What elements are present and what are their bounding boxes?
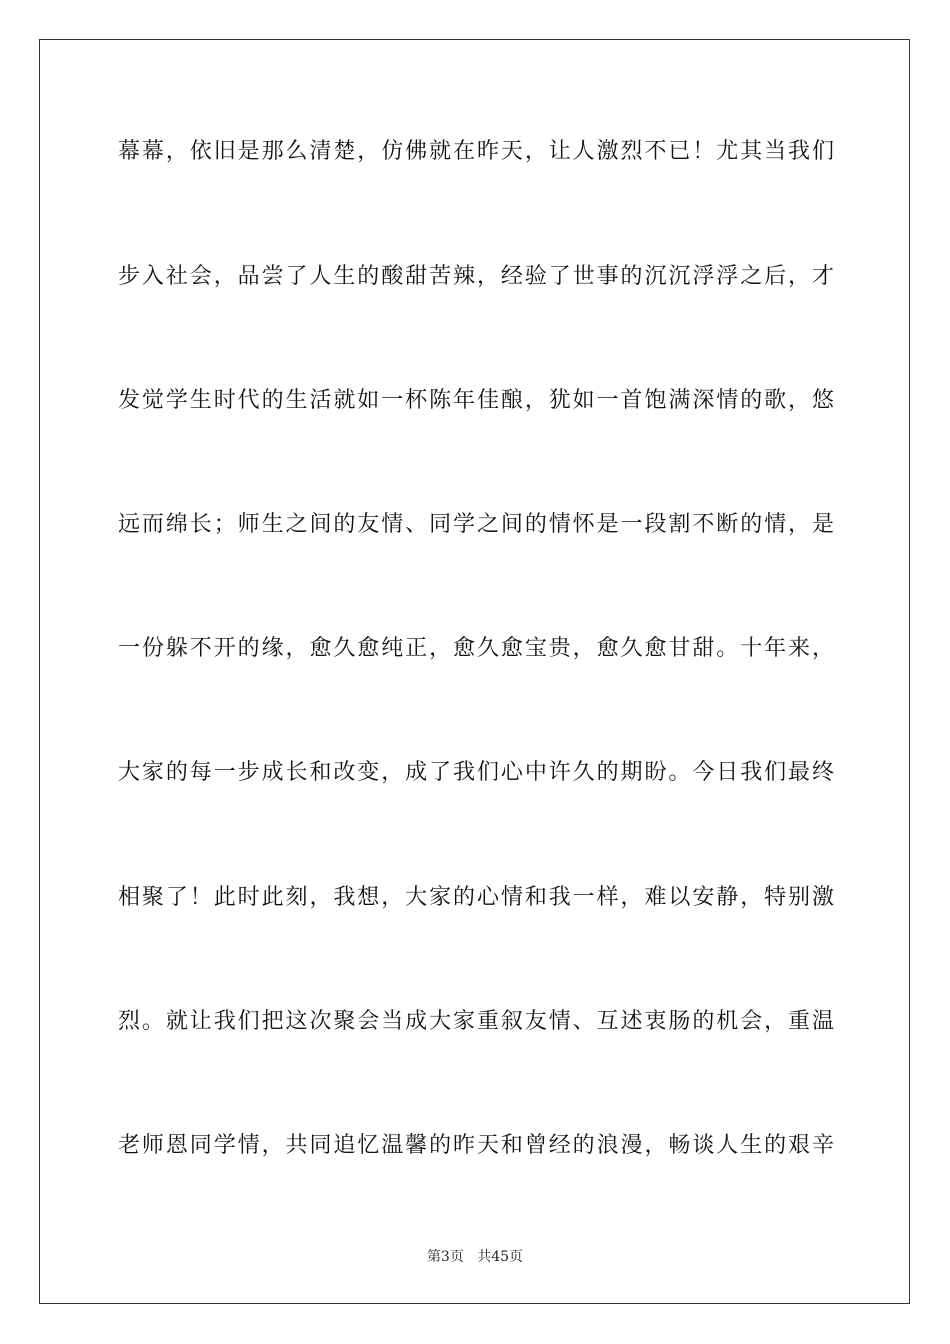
total-pages-label: 共45页 <box>477 1249 524 1265</box>
text-line: 幕幕，依旧是那么清楚，仿佛就在昨天，让人激烈不已！尤其当我们 <box>118 139 834 164</box>
current-page-label: 第3页 <box>426 1249 464 1265</box>
text-line: 相聚了！此时此刻，我想，大家的心情和我一样，难以安静，特别激 <box>118 885 834 910</box>
text-line: 烈。就让我们把这次聚会当成大家重叙友情、互述衷肠的机会，重温 <box>118 1009 834 1034</box>
text-line: 大家的每一步成长和改变，成了我们心中许久的期盼。今日我们最终 <box>118 760 834 785</box>
text-line: 发觉学生时代的生活就如一杯陈年佳酿，犹如一首饱满深情的歌，悠 <box>118 388 834 413</box>
page-border <box>39 39 910 1304</box>
text-line: 步入社会，品尝了人生的酸甜苦辣，经验了世事的沉沉浮浮之后，才 <box>118 264 834 289</box>
page-footer <box>0 1248 950 1266</box>
text-line: 老师恩同学情，共同追忆温馨的昨天和曾经的浪漫，畅谈人生的艰辛 <box>118 1133 834 1158</box>
text-line: 一份躲不开的缘，愈久愈纯正，愈久愈宝贵，愈久愈甘甜。十年来， <box>118 636 834 661</box>
text-line: 远而绵长；师生之间的友情、同学之间的情怀是一段割不断的情，是 <box>118 512 834 537</box>
